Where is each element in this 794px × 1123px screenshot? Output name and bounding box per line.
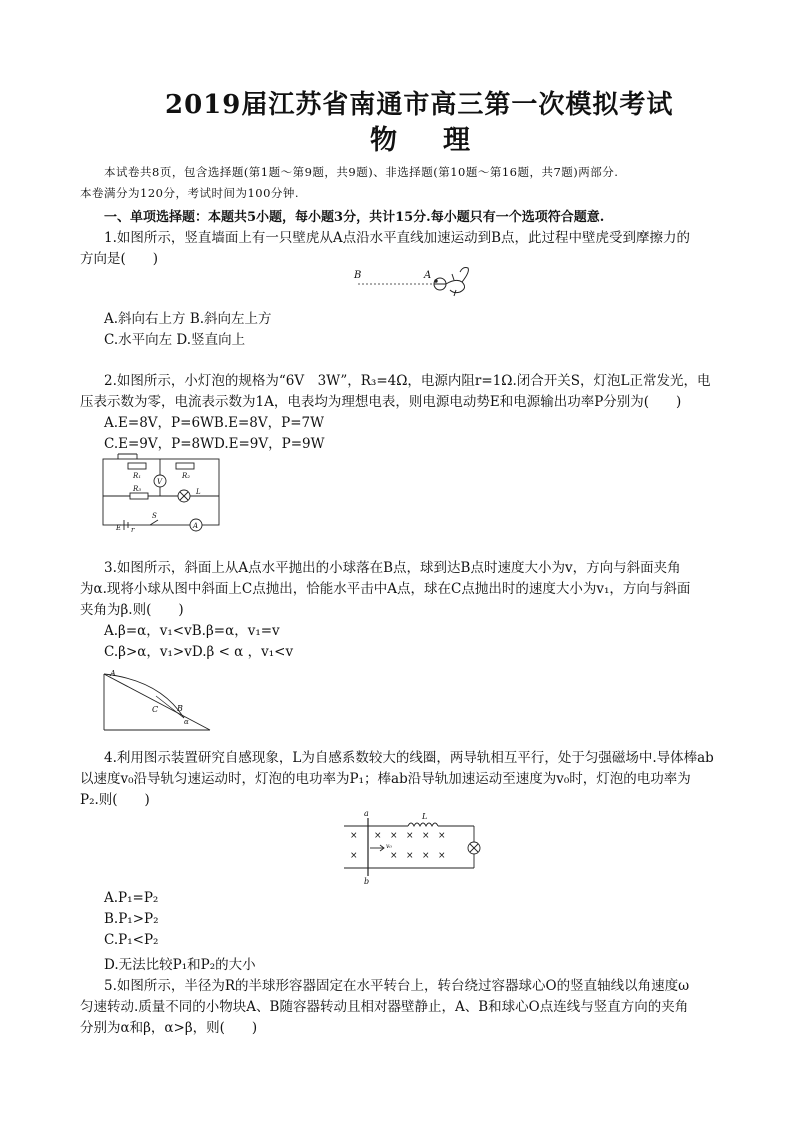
q5-stem-line-3: 分别为α和β，α>β，则( ) bbox=[80, 1020, 258, 1036]
q1-options-cd: C.水平向左 D.竖直向上 bbox=[104, 332, 246, 348]
q4-label-b: b bbox=[364, 877, 370, 886]
q2-r2-label: R₂ bbox=[182, 472, 191, 480]
q2-stem-line-1: 2.如图所示，小灯泡的规格为“6V 3W”，R₃=4Ω，电源内阻r=1Ω.闭合开关S，灯泡L正常发光，电 bbox=[104, 373, 711, 389]
q3-label-b: B bbox=[177, 704, 183, 713]
svg-text:×: × bbox=[350, 851, 358, 861]
q1-label-a: A bbox=[424, 270, 432, 281]
q2-options-cd: C.E=9V，P=8WD.E=9V，P=9W bbox=[104, 436, 325, 452]
svg-text:×: × bbox=[350, 831, 358, 841]
svg-text:×: × bbox=[422, 831, 430, 841]
q1-stem-line-2: 方向是( ) bbox=[80, 251, 159, 267]
q3-stem-line-2: 为α.现将小球从图中斜面上C点抛出，恰能水平击中A点，球在C点抛出时的速度大小为v₁，方向与斜面 bbox=[80, 581, 691, 597]
svg-text:×: × bbox=[406, 831, 414, 841]
q3-label-c: C bbox=[152, 705, 159, 714]
q2-r3-label: R₃ bbox=[133, 485, 142, 493]
q2-options-ab: A.E=8V，P=6WB.E=8V，P=7W bbox=[104, 415, 324, 431]
q4-stem-line-2: 以速度v₀沿导轨匀速运动时，灯泡的电功率为P₁；棒ab沿导轨加速运动至速度为v₀时，灯泡的电功率为 bbox=[80, 771, 691, 787]
ammeter-icon: A bbox=[193, 522, 199, 530]
svg-text:×: × bbox=[406, 851, 414, 861]
svg-text:×: × bbox=[438, 831, 446, 841]
q2-switch-label: S bbox=[152, 512, 157, 520]
q1-gecko-figure bbox=[350, 264, 480, 300]
section-heading: 一、单项选择题：本题共5小题，每小题3分，共计15分.每小题只有一个选项符合题意. bbox=[104, 210, 605, 225]
q4-label-l: L bbox=[422, 812, 428, 821]
q4-option-b: B.P₁>P₂ bbox=[104, 911, 159, 927]
svg-text:×: × bbox=[374, 831, 382, 841]
q4-option-c: C.P₁<P₂ bbox=[104, 932, 159, 948]
q3-stem-line-3: 夹角为β.则( ) bbox=[80, 602, 184, 618]
q2-emf-label: E bbox=[116, 524, 122, 532]
q4-label-a: a bbox=[364, 809, 369, 818]
q1-label-b: B bbox=[354, 270, 362, 281]
q3-incline-figure bbox=[100, 666, 214, 732]
q2-internal-r-label: r bbox=[131, 526, 135, 534]
page-title: 2019届江苏省南通市高三第一次模拟考试 bbox=[165, 90, 674, 120]
q1-stem-line-1: 1.如图所示，竖直墙面上有一只壁虎从A点沿水平直线加速运动到B点，此过程中壁虎受到摩擦力的 bbox=[104, 230, 691, 246]
subject-title: 物理 bbox=[370, 125, 516, 156]
intro-line-2: 本卷满分为120分，考试时间为100分钟. bbox=[80, 186, 300, 200]
q5-stem-line-1: 5.如图所示，半径为R的半球形容器固定在水平转台上，转台绕过容器球心O的竖直轴线以角速度ω bbox=[104, 978, 690, 994]
q2-lamp-label: L bbox=[196, 488, 201, 496]
q2-r1-label: R₁ bbox=[133, 472, 142, 480]
q2-stem-line-2: 压表示数为零，电流表示数为1A，电表均为理想电表，则电源电动势E和电源输出功率P分别为( ) bbox=[80, 394, 682, 410]
q4-option-a: A.P₁=P₂ bbox=[104, 890, 159, 906]
q3-options-cd: C.β>α，v₁>vD.β < α ，v₁<v bbox=[104, 644, 294, 660]
svg-text:×: × bbox=[422, 851, 430, 861]
q4-label-v0: v₀ bbox=[386, 843, 392, 850]
gecko-icon bbox=[434, 268, 468, 297]
q4-stem-line-3: P₂.则( ) bbox=[80, 792, 150, 808]
q3-label-alpha: α bbox=[184, 718, 189, 726]
svg-text:×: × bbox=[390, 831, 398, 841]
intro-line-1: 本试卷共8页，包含选择题(第1题～第9题，共9题)、非选择题(第10题～第16题，共7题)两部分. bbox=[104, 165, 619, 179]
voltmeter-icon: V bbox=[157, 478, 163, 486]
q4-rail-figure bbox=[340, 806, 490, 886]
svg-text:×: × bbox=[438, 851, 446, 861]
q3-label-a: A bbox=[110, 669, 116, 678]
q3-options-ab: A.β=α，v₁<vB.β=α，v₁=v bbox=[104, 623, 280, 639]
svg-text:×: × bbox=[390, 851, 398, 861]
q4-stem-line-1: 4.利用图示装置研究自感现象，L为自感系数较大的线圈，两导轨相互平行，处于匀强磁场中.导体棒ab bbox=[104, 750, 714, 766]
q1-options-ab: A.斜向右上方 B.斜向左上方 bbox=[104, 311, 272, 327]
q5-stem-line-2: 匀速转动.质量不同的小物块A、B随容器转动且相对器壁静止，A、B和球心O点连线与竖直方向的夹角 bbox=[80, 999, 689, 1015]
q2-circuit-figure bbox=[100, 450, 224, 534]
q4-option-d: D.无法比较P₁和P₂的大小 bbox=[104, 957, 256, 973]
q3-stem-line-1: 3.如图所示，斜面上从A点水平抛出的小球落在B点，球到达B点时速度大小为v，方向与斜面夹角 bbox=[104, 560, 681, 576]
